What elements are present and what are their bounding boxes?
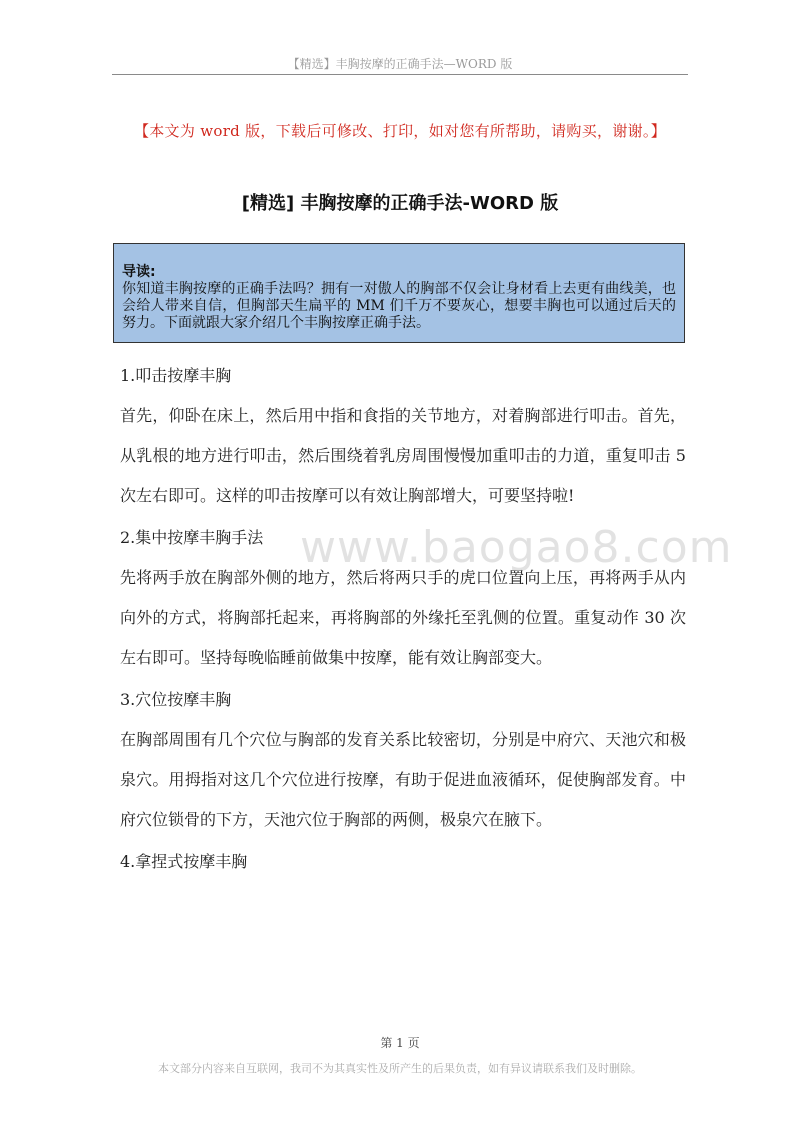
header-divider <box>112 74 688 75</box>
document-title: [精选] 丰胸按摩的正确手法-WORD 版 <box>241 193 559 214</box>
footer-disclaimer: 本文部分内容来自互联网，我司不为其真实性及所产生的后果负责，如有异议请联系我们及时删除。 <box>158 1062 642 1075</box>
section-1-heading: 1.叩击按摩丰胸 <box>120 366 232 385</box>
intro-box <box>113 243 685 343</box>
section-1-body: 首先，仰卧在床上，然后用中指和食指的关节地方，对着胸部进行叩击。首先，从乳根的地方进行叩击，然后围绕着乳房周围慢慢加重叩击的力道，重复叩击 5 次左右即可。这样的叩击按摩可以有效让胸部增大，可要坚持啦! <box>120 406 686 505</box>
section-4-heading: 4.拿捏式按摩丰胸 <box>120 852 248 871</box>
page-number: 第 1 页 <box>380 1036 420 1050</box>
section-3-body: 在胸部周围有几个穴位与胸部的发育关系比较密切，分别是中府穴、天池穴和极泉穴。用拇指对这几个穴位进行按摩，有助于促进血液循环，促使胸部发育。中府穴位锁骨的下方，天池穴位于胸部的两侧，极泉穴在腋下。 <box>120 730 686 829</box>
section-2-body: 先将两手放在胸部外侧的地方，然后将两只手的虎口位置向上压，再将两手从内向外的方式，将胸部托起来，再将胸部的外缘托至乳侧的位置。重复动作 30 次左右即可。坚持每晚临睡前做集中按摩，能有效让胸部变大。 <box>120 568 686 667</box>
page-header-title: 【精选】丰胸按摩的正确手法—WORD 版 <box>287 57 513 71</box>
document-body <box>120 360 686 882</box>
section-3-heading: 3.穴位按摩丰胸 <box>120 690 232 709</box>
watermark: www.baogao8.com <box>300 522 733 573</box>
section-2-heading: 2.集中按摩丰胸手法 <box>120 528 264 547</box>
download-notice: 【本文为 word 版，下载后可修改、打印，如对您有所帮助，请购买，谢谢。】 <box>133 122 667 140</box>
intro-text: 你知道丰胸按摩的正确手法吗？拥有一对傲人的胸部不仅会让身材看上去更有曲线美，也会给人带来自信，但胸部天生扁平的 MM 们千万不要灰心，想要丰胸也可以通过后天的努力。下面就跟大家介绍几个丰胸按摩正确手法。 <box>122 281 676 331</box>
intro-label: 导读: <box>122 264 156 280</box>
